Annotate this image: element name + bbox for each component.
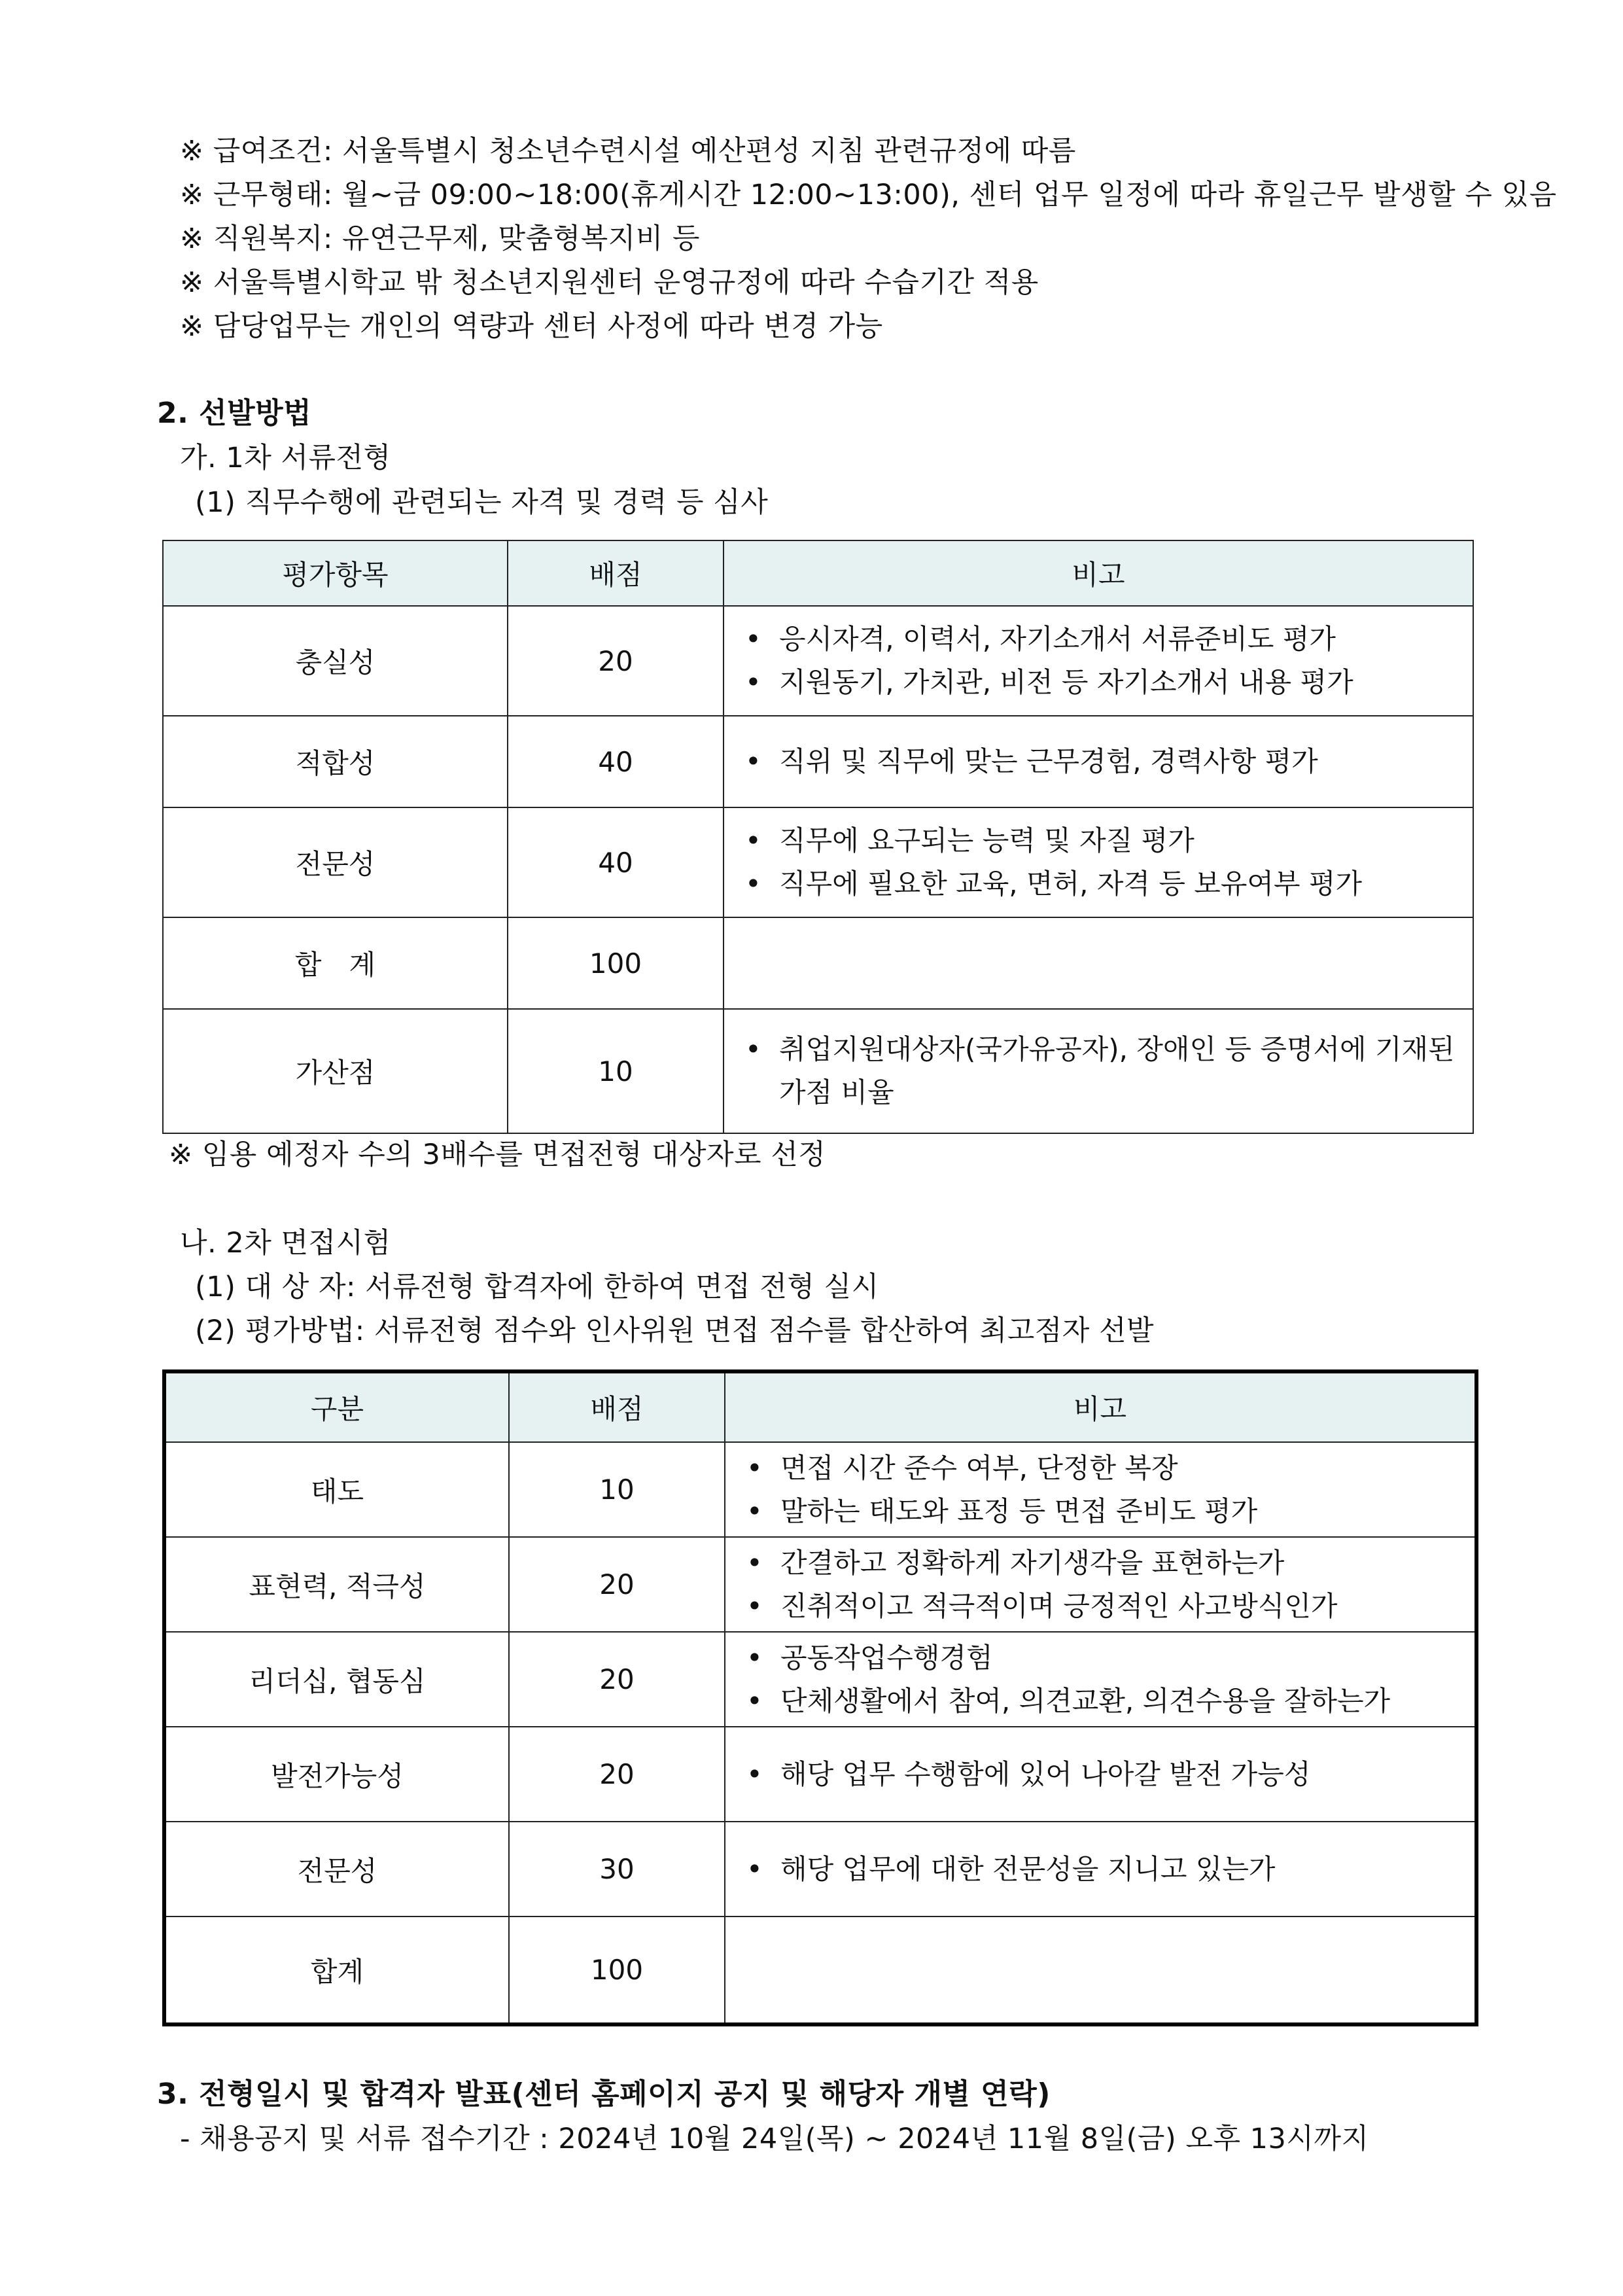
table1-cell-score: 100 [508,917,724,1009]
table2-cell-remarks [725,1537,1476,1632]
table2-header-category: 구분 [164,1371,509,1442]
table2-cell-score: 20 [509,1727,725,1822]
table1-cell-score: 20 [508,606,724,716]
note-welfare: ※ 직원복지: 유연근무제, 맞춤형복지비 등 [180,222,700,255]
table1-cell-score: 40 [508,716,724,807]
table-row [164,1916,1476,2024]
interview-table [162,1369,1478,2026]
remark-bullet: • 면접 시간 준수 여부, 단정한 복장 [741,1447,1459,1490]
table2-header-remarks: 비고 [725,1371,1476,1442]
remark-bullet: • 지원동기, 가치관, 비전 등 자기소개서 내용 평가 [740,661,1457,704]
table-row [164,1632,1476,1727]
subsection-a-item: (1) 직무수행에 관련되는 자격 및 경력 등 심사 [195,486,769,519]
table2-cell-remarks [725,1727,1476,1822]
table-row [163,807,1473,917]
table2-cell-item: 합계 [164,1916,509,2024]
table1-cell-item: 충실성 [163,606,508,716]
table1-header-score: 배점 [508,540,724,606]
remark-bullet: • 단체생활에서 참여, 의견교환, 의견수용을 잘하는가 [741,1680,1459,1723]
table1-cell-item: 가산점 [163,1009,508,1133]
table1-cell-remarks [724,1009,1473,1133]
table2-cell-score: 20 [509,1537,725,1632]
table2-cell-item: 발전가능성 [164,1727,509,1822]
subsection-b-item: (2) 평가방법: 서류전형 점수와 인사위원 면접 점수를 합산하여 최고점자 선발 [195,1315,1155,1347]
remark-bullet: • 진취적이고 적극적이며 긍정적인 사고방식인가 [741,1585,1459,1628]
table1-cell-score: 40 [508,807,724,917]
table1-header-remarks: 비고 [724,540,1473,606]
table1-cell-item: 적합성 [163,716,508,807]
table1-cell-remarks [724,606,1473,716]
remark-bullet: • 응시자격, 이력서, 자기소개서 서류준비도 평가 [740,618,1457,661]
table-row [164,1442,1476,1537]
table2-cell-remarks [725,1822,1476,1916]
remark-bullet: • 취업지원대상자(국가유공자), 장애인 등 증명서에 기재된 가점 비율 [740,1028,1457,1114]
remark-bullet: • 말하는 태도와 표정 등 면접 준비도 평가 [741,1490,1459,1533]
table2-cell-remarks [725,1442,1476,1537]
section-3-item: - 채용공지 및 서류 접수기간 : 2024년 10월 24일(목) ~ 2024년 11월 8일(금) 오후 13시까지 [180,2123,1369,2155]
note-probation: ※ 서울특별시학교 밖 청소년지원센터 운영규정에 따라 수습기간 적용 [180,266,1039,299]
remark-bullet: • 직무에 필요한 교육, 면허, 자격 등 보유여부 평가 [740,862,1457,906]
table-row [163,606,1473,716]
table1-cell-remarks [724,716,1473,807]
table1-cell-score: 10 [508,1009,724,1133]
table1-cell-remarks [724,917,1473,1009]
table2-cell-score: 10 [509,1442,725,1537]
remark-bullet: • 직위 및 직무에 맞는 근무경험, 경력사항 평가 [740,740,1457,783]
table2-cell-item: 리더십, 협동심 [164,1632,509,1727]
table2-header-score: 배점 [509,1371,725,1442]
table-row [164,1822,1476,1916]
table2-cell-item: 표현력, 적극성 [164,1537,509,1632]
remark-bullet: • 공동작업수행경험 [741,1636,1459,1680]
table2-cell-item: 전문성 [164,1822,509,1916]
table2-cell-remarks [725,1632,1476,1727]
table2-cell-item: 태도 [164,1442,509,1537]
table2-cell-score: 20 [509,1632,725,1727]
remark-bullet: • 해당 업무에 대한 전문성을 지니고 있는가 [741,1848,1459,1891]
note-duty-change: ※ 담당업무는 개인의 역량과 센터 사정에 따라 변경 가능 [180,310,883,343]
table-row [164,1537,1476,1632]
document-screening-table [162,540,1474,1134]
subsection-b-title: 나. 2차 면접시험 [180,1227,391,1260]
subsection-b-item: (1) 대 상 자: 서류전형 합격자에 한하여 면접 전형 실시 [195,1271,879,1303]
subsection-a-title: 가. 1차 서류전형 [180,442,391,474]
table-row [163,716,1473,807]
note-salary: ※ 급여조건: 서울특별시 청소년수련시설 예산편성 지침 관련규정에 따름 [180,135,1076,168]
table-row [163,917,1473,1009]
table-row [163,1009,1473,1133]
remark-bullet: • 간결하고 정확하게 자기생각을 표현하는가 [741,1542,1459,1585]
remark-bullet: • 직무에 요구되는 능력 및 자질 평가 [740,819,1457,862]
table1-footnote: ※ 임용 예정자 수의 3배수를 면접전형 대상자로 선정 [169,1139,826,1171]
table-row [164,1727,1476,1822]
remark-bullet: • 해당 업무 수행함에 있어 나아갈 발전 가능성 [741,1753,1459,1796]
section-2-heading: 2. 선발방법 [157,397,312,430]
note-work-hours: ※ 근무형태: 월~금 09:00~18:00(휴게시간 12:00~13:00), 센터 업무 일정에 따라 휴일근무 발생할 수 있음 [180,179,1557,211]
table1-cell-item: 전문성 [163,807,508,917]
section-3-heading: 3. 전형일시 및 합격자 발표(센터 홈페이지 공지 및 해당자 개별 연락) [157,2077,1051,2111]
table1-cell-remarks [724,807,1473,917]
table2-cell-remarks [725,1916,1476,2024]
table2-cell-score: 100 [509,1916,725,2024]
table2-cell-score: 30 [509,1822,725,1916]
table1-header-item: 평가항목 [163,540,508,606]
table1-cell-item: 합 계 [163,917,508,1009]
